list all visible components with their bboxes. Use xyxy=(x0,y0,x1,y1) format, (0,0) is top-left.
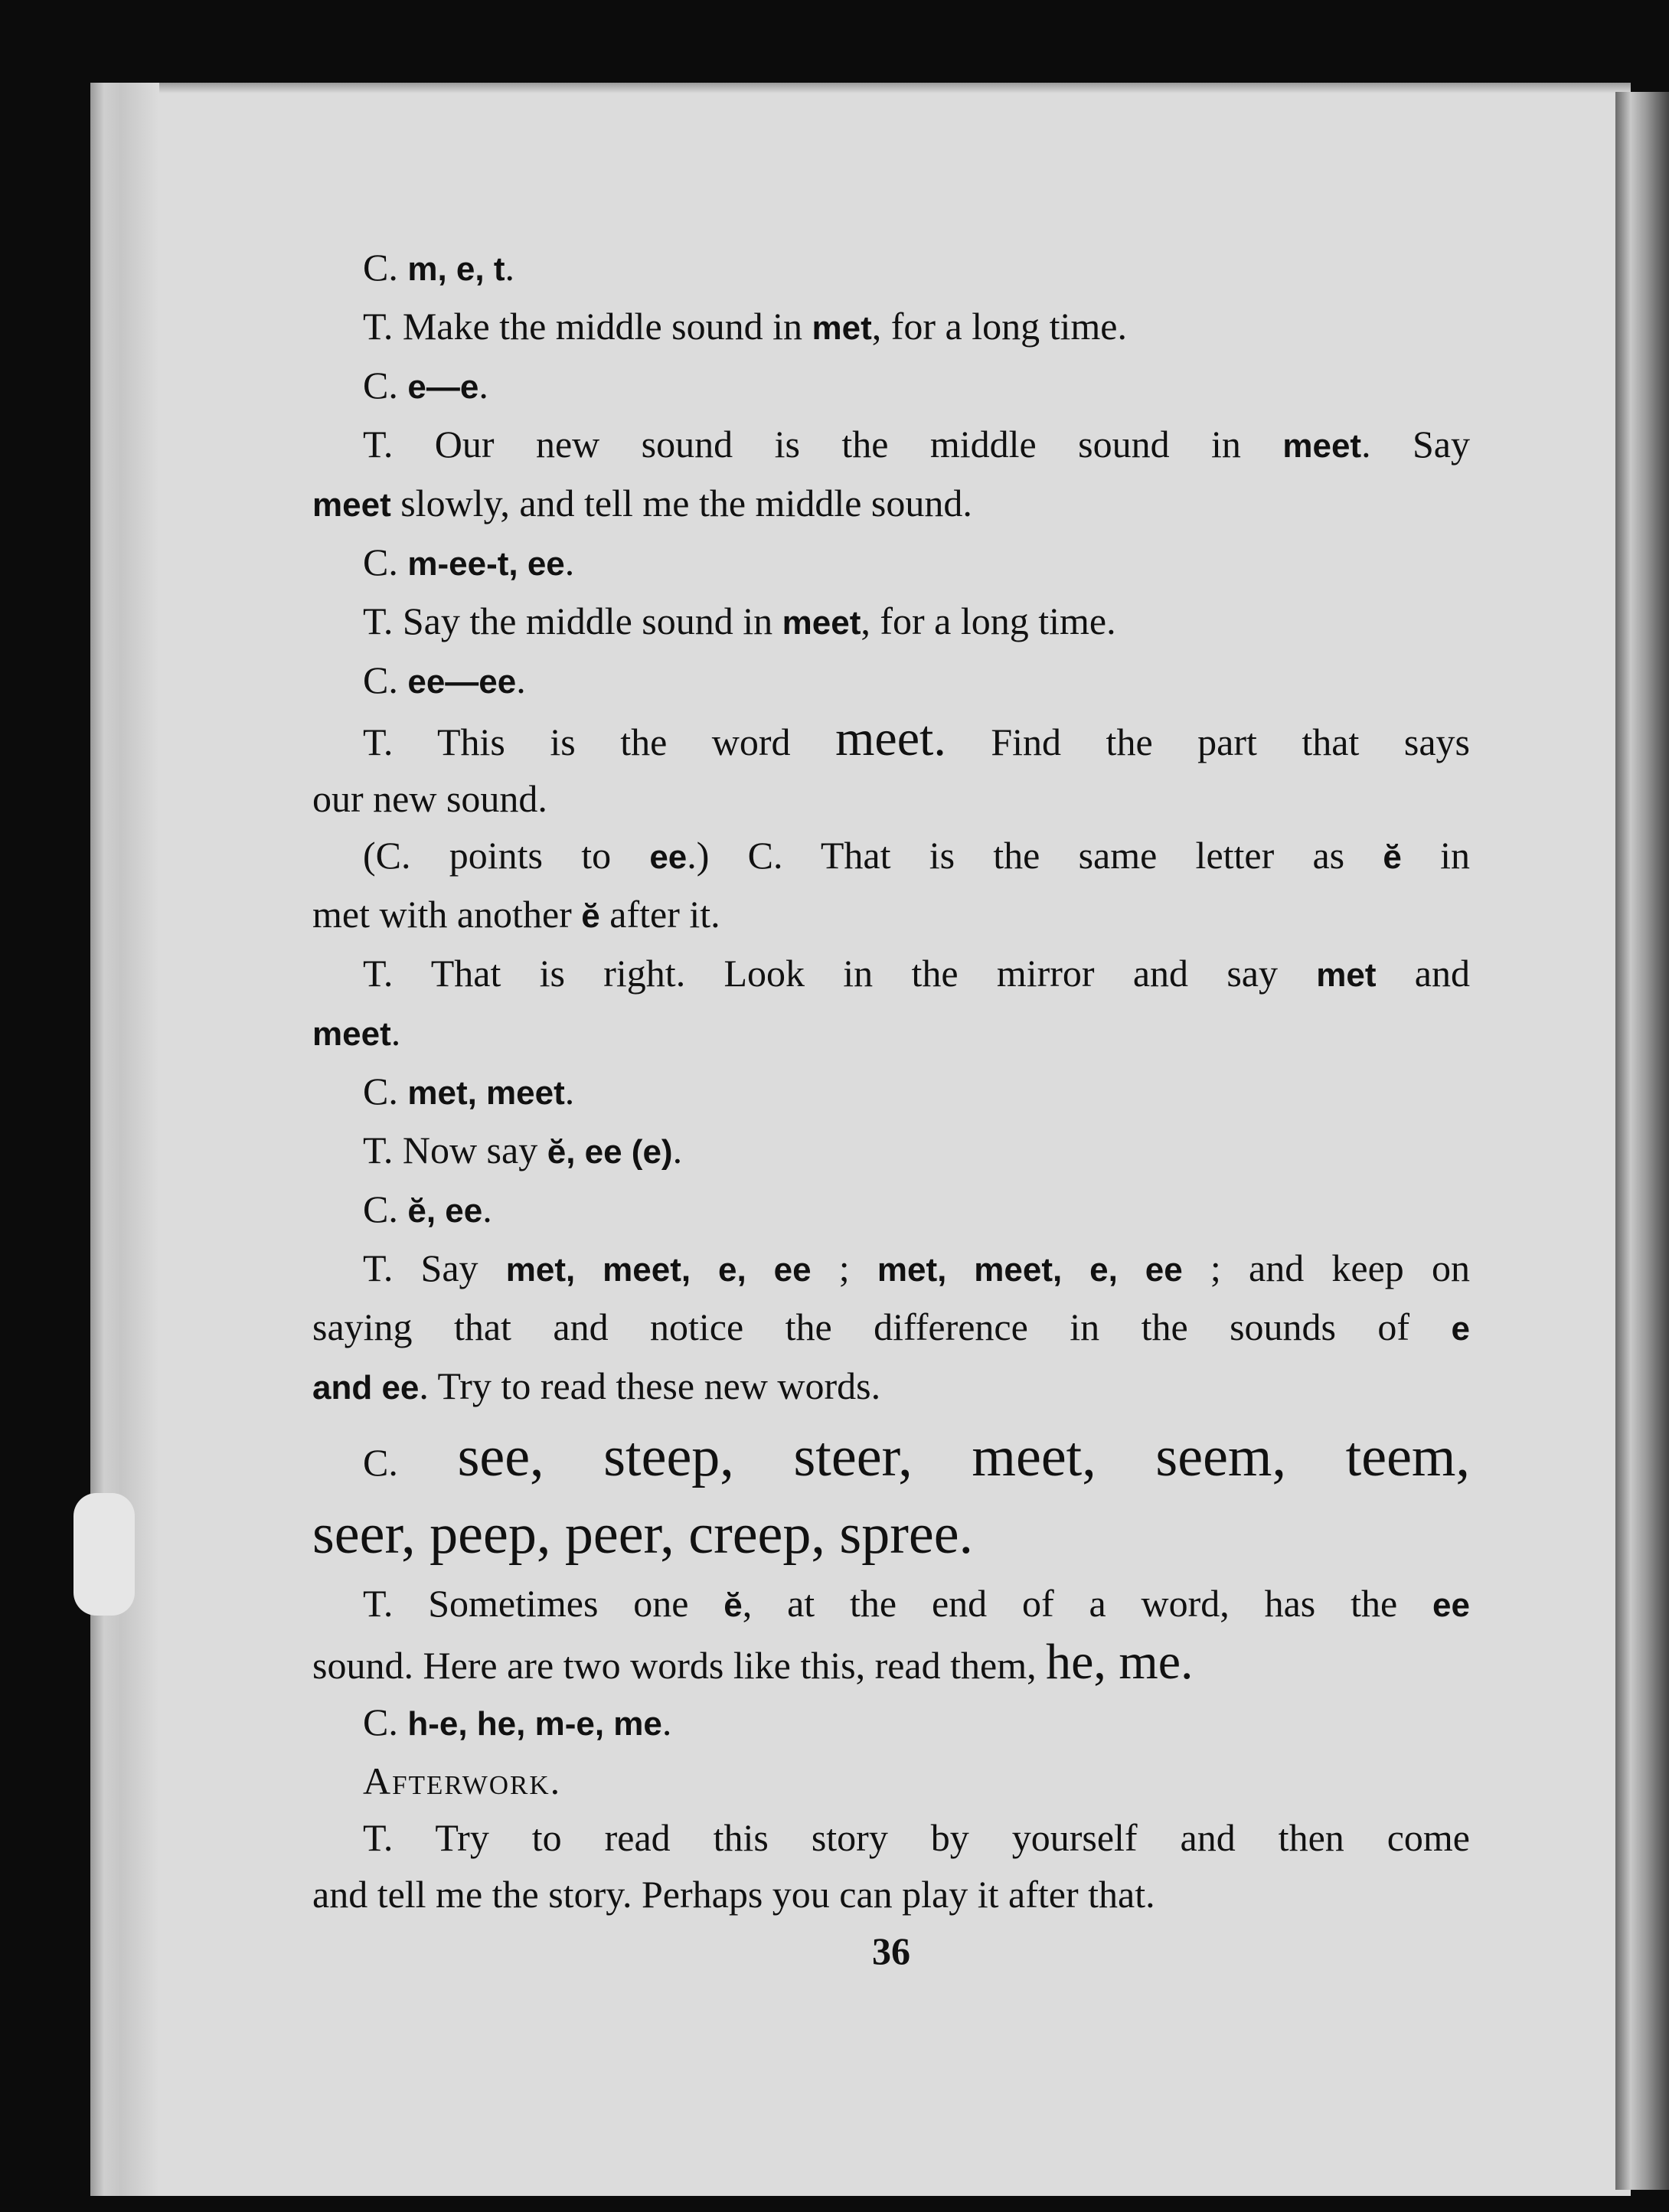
speaker-label: C. xyxy=(363,1070,408,1113)
dialogue-line xyxy=(312,711,1470,770)
text-run: . Say xyxy=(1361,423,1471,466)
bold-word: ee xyxy=(1432,1586,1470,1624)
speaker-label: T. xyxy=(363,423,435,466)
dialogue-lines xyxy=(312,239,1470,1416)
dialogue-line xyxy=(312,357,1470,416)
speaker-label: C. xyxy=(363,541,408,583)
bold-word: ĕ, ee xyxy=(407,1192,483,1230)
large-word: he, me. xyxy=(1046,1634,1194,1690)
bold-word: met, meet, e, ee xyxy=(877,1251,1183,1289)
bold-word: m-ee-t, ee xyxy=(407,545,565,583)
text-run: , for a long time. xyxy=(861,600,1116,642)
text-run: . xyxy=(564,1070,575,1113)
dialogue-line xyxy=(312,827,1470,886)
section-heading: Afterwork. xyxy=(363,1759,562,1802)
bold-word: ee xyxy=(649,838,688,876)
text-run: ; xyxy=(811,1246,877,1289)
speaker-label: C. xyxy=(363,246,408,289)
word-list-line-1 xyxy=(312,1421,1470,1498)
dialogue-line-continuation xyxy=(312,1634,1470,1694)
bold-word: met xyxy=(1316,956,1377,994)
text-run: ; and keep on xyxy=(1182,1246,1470,1289)
text-run: points to xyxy=(449,834,650,877)
text-run: . xyxy=(516,658,526,701)
text-run: . xyxy=(482,1188,492,1230)
dialogue-line xyxy=(312,298,1470,357)
text-run: Now say xyxy=(402,1129,547,1171)
text-run: . Try to read these new words. xyxy=(419,1364,881,1407)
dialogue-line xyxy=(312,239,1470,298)
text-run: . xyxy=(505,246,515,289)
text-run: This is the word xyxy=(436,720,836,763)
dialogue-line xyxy=(312,1240,1470,1299)
text-run: saying that and notice the difference in the sounds of xyxy=(312,1305,1452,1348)
dialogue-line xyxy=(312,1122,1470,1181)
text-run: and xyxy=(1376,952,1470,995)
speaker-label: T. xyxy=(363,720,437,763)
bold-word: ĕ, ee (e) xyxy=(547,1133,673,1171)
page-number: 36 xyxy=(872,1929,910,1972)
text-run: . xyxy=(661,1701,672,1743)
bold-word: e xyxy=(1451,1310,1470,1348)
bold-word: ee—ee xyxy=(407,663,517,701)
page-tab-mark xyxy=(73,1493,135,1616)
text-run: Sometimes one xyxy=(428,1582,724,1625)
dialogue-line xyxy=(312,416,1470,475)
speaker-label: T. xyxy=(363,1582,429,1625)
dialogue-line xyxy=(312,1753,1470,1809)
speaker-label: (C. xyxy=(363,834,449,877)
bold-word: ĕ xyxy=(723,1586,743,1624)
bold-word: m, e, t xyxy=(407,250,505,288)
dialogue-line xyxy=(312,1063,1470,1122)
page-left-edge xyxy=(90,83,159,2196)
dialogue-line xyxy=(312,1809,1470,1866)
bold-word: and ee xyxy=(312,1369,420,1407)
bold-word: meet xyxy=(782,604,861,642)
bold-word: met xyxy=(812,309,872,347)
bold-word: met, meet xyxy=(407,1074,565,1112)
speaker-label: C. xyxy=(363,658,408,701)
text-run: That is right. Look in the mirror and say xyxy=(430,952,1317,995)
text-run: .) C. That is the same letter as xyxy=(687,834,1383,877)
bold-word: ĕ xyxy=(581,897,600,935)
bold-word: meet xyxy=(312,486,391,524)
text-run: after it. xyxy=(599,893,720,936)
text-run: , at the end of a word, has the xyxy=(742,1582,1433,1625)
speaker-label: T. xyxy=(363,1129,403,1171)
dialogue-line-continuation xyxy=(312,1299,1470,1358)
dialogue-line xyxy=(312,593,1470,652)
text-run: slowly, and tell me the middle sound. xyxy=(390,482,972,524)
text-run: . xyxy=(478,364,488,407)
bold-word: ĕ xyxy=(1383,838,1402,876)
dialogue-line xyxy=(312,1694,1470,1753)
speaker-label: C. xyxy=(363,364,408,407)
text-run: . xyxy=(390,1011,401,1054)
text-run: . xyxy=(672,1129,683,1171)
text-run: , for a long time. xyxy=(871,305,1128,348)
text-run: Say xyxy=(420,1246,506,1289)
dialogue-line-continuation xyxy=(312,475,1470,534)
speaker-label: T. xyxy=(363,1816,436,1859)
dialogue-line-continuation xyxy=(312,886,1470,945)
text-run: our new sound. xyxy=(312,777,547,820)
text-run: Try to read this story by yourself and then come xyxy=(435,1816,1470,1859)
bold-word: e—e xyxy=(407,368,479,406)
text-run: sound. Here are two words like this, read them, xyxy=(312,1644,1047,1687)
word-list-line-2: seer, peep, peer, creep, spree. xyxy=(312,1503,974,1566)
page-top-shadow xyxy=(90,83,1631,93)
text-run: and tell me the story. Perhaps you can play it after that. xyxy=(312,1873,1155,1916)
dialogue-line xyxy=(312,1575,1470,1634)
speaker-label: T. xyxy=(363,1246,421,1289)
dialogue-line xyxy=(312,945,1470,1004)
page-text xyxy=(312,239,1470,1979)
dialogue-line-continuation xyxy=(312,1358,1470,1416)
dialogue-line-continuation xyxy=(312,770,1470,827)
page-right-edge xyxy=(1615,92,1669,2190)
word-list-words-1: see, steep, steer, meet, seem, teem, xyxy=(457,1426,1470,1488)
text-run: Find the part that says xyxy=(946,720,1470,763)
speaker-label: T. xyxy=(363,952,431,995)
speaker-label: T. xyxy=(363,600,403,642)
text-run: met with another xyxy=(312,893,582,936)
text-run: . xyxy=(564,541,575,583)
large-word: meet. xyxy=(835,711,946,766)
text-run: Say the middle sound in xyxy=(402,600,782,642)
tail-lines xyxy=(312,1575,1470,1923)
dialogue-line-continuation xyxy=(312,1866,1470,1923)
speaker-label: C. xyxy=(363,1188,408,1230)
bold-word: h-e, he, m-e, me xyxy=(407,1705,662,1743)
dialogue-line xyxy=(312,534,1470,593)
bold-word: met, meet, e, ee xyxy=(505,1251,812,1289)
dialogue-line xyxy=(312,1181,1470,1240)
text-run: Our new sound is the middle sound in xyxy=(434,423,1283,466)
bold-word: meet xyxy=(1282,427,1362,465)
speaker-label: T. xyxy=(363,305,403,348)
text-run: in xyxy=(1401,834,1470,877)
text-run: Make the middle sound in xyxy=(402,305,812,348)
dialogue-line-continuation xyxy=(312,1004,1470,1063)
dialogue-line xyxy=(312,652,1470,711)
bold-word: meet xyxy=(312,1015,391,1053)
speaker-label: C. xyxy=(363,1701,408,1743)
word-list-speaker: C. xyxy=(363,1441,398,1484)
